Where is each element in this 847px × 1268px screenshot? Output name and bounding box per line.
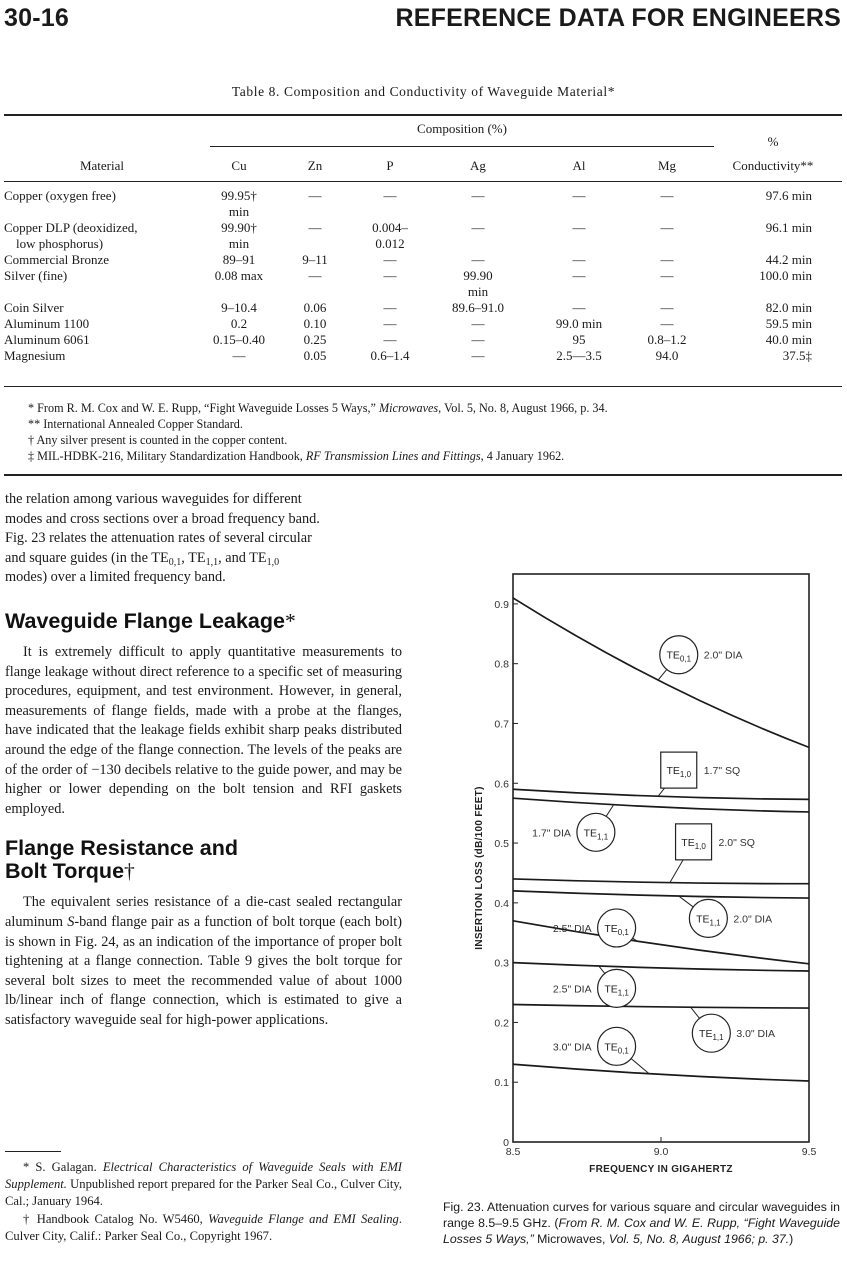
cell-material: Copper DLP (deoxidized, low phosphorus)	[4, 220, 138, 251]
cell-conductivity: 44.2 min	[765, 252, 812, 267]
table-footnotes	[28, 400, 842, 464]
cell-zn: 0.25	[303, 332, 327, 347]
x-tick-label: 9.0	[653, 1146, 669, 1158]
intro-line: and square guides (in the $TE_{0,1}$, $TE_{1,1}$, and $TE_{1,0}$	[5, 549, 280, 568]
table-row	[4, 348, 842, 364]
y-tick-label: 0.3	[494, 957, 509, 970]
cell-ag: —	[471, 332, 485, 347]
cell-mg: —	[660, 252, 674, 267]
cell-material: Magnesium	[4, 348, 66, 363]
cell-mg: 0.8–1.2	[647, 332, 687, 347]
y-tick-label: 0.5	[494, 838, 509, 851]
table-footnote: ‡ MIL-HDBK-216, Military Standardization Handbook, RF Transmission Lines and Fittings, 4 January 1962.	[28, 449, 565, 463]
cell-al: —	[572, 252, 586, 267]
cell-mg: —	[660, 268, 674, 283]
series-line	[513, 879, 809, 884]
curve-label	[658, 636, 742, 680]
curve-label	[691, 1007, 775, 1052]
col-al: Al	[572, 158, 586, 173]
mode-label: $TE_{0,1}$	[666, 649, 692, 664]
table-header-row	[4, 134, 842, 150]
cell-material: Aluminum 6061	[4, 332, 90, 347]
mode-label: $TE_{0,1}$	[604, 922, 629, 937]
mode-label: $TE_{1,1}$	[696, 913, 721, 928]
cell-cu: 0.15–0.40	[213, 332, 265, 347]
series-line	[513, 1064, 809, 1081]
curve-label	[679, 896, 772, 937]
y-tick-label: 0.4	[494, 897, 509, 910]
cell-zn: 9–11	[302, 252, 328, 267]
size-label: 2.0" DIA	[733, 913, 773, 926]
cell-cu: 0.2	[230, 316, 248, 331]
mode-label: $TE_{1,1}$	[699, 1028, 724, 1043]
cell-material: Aluminum 1100	[4, 316, 90, 331]
cell-zn: —	[308, 220, 322, 235]
curve-label	[553, 909, 637, 947]
leader-line	[691, 1007, 700, 1018]
figure-caption: Fig. 23. Attenuation curves for various square and circular waveguides in range 8.5–9.5 GHz. (From R. M. Cox and W. E. Rupp, “Fight Waveguide Losses 5 Ways,” Microwaves, Vol. 5, No. 8, August 1966; p. 37.)	[443, 1200, 840, 1246]
cell-cu: 9–10.4	[221, 300, 257, 315]
size-label: 2.5" DIA	[552, 922, 592, 935]
table-header-row	[4, 150, 842, 174]
cell-ag: 89.6–91.0	[452, 300, 504, 315]
curve-label	[658, 752, 740, 796]
size-label: 3.0" DIA	[552, 1041, 592, 1054]
series-line	[513, 598, 809, 747]
cell-al: 95	[572, 332, 586, 347]
size-label: 1.7" SQ	[703, 765, 741, 778]
cell-p: —	[383, 188, 397, 203]
cell-zn: 0.06	[303, 300, 327, 315]
col-material: Material	[79, 158, 125, 173]
curve-label	[553, 966, 636, 1007]
series-line	[513, 789, 809, 799]
size-label: 2.5" DIA	[552, 983, 592, 996]
size-label: 2.0" SQ	[718, 836, 755, 849]
cell-mg: —	[660, 188, 674, 203]
table-top-rule	[4, 114, 842, 116]
cell-al: —	[572, 268, 586, 283]
table-row	[4, 188, 842, 220]
table-footnote: † Any silver present is counted in the copper content.	[28, 433, 288, 447]
y-tick-label: 0.2	[494, 1017, 509, 1030]
cell-zn: —	[308, 188, 322, 203]
composition-table-body	[4, 188, 842, 364]
mode-label: $TE_{1,1}$	[583, 827, 609, 842]
page-footnotes	[5, 1159, 402, 1245]
running-head: REFERENCE DATA FOR ENGINEERS	[395, 4, 841, 32]
mode-label: $TE_{1,0}$	[681, 836, 706, 851]
cell-p: —	[383, 268, 397, 283]
series-line	[513, 891, 809, 898]
cell-cu: 99.95† min	[221, 188, 257, 219]
intro-line: modes and cross sections over a broad frequency band.	[5, 510, 320, 527]
y-tick-label: 0.1	[494, 1077, 509, 1090]
table-caption: Table 8. Composition and Conductivity of Waveguide Material*	[231, 84, 616, 99]
section-heading-flange-leakage: Waveguide Flange Leakage*	[5, 608, 296, 633]
curve-label	[553, 1027, 649, 1073]
x-axis-label: FREQUENCY IN GIGAHERTZ	[589, 1164, 733, 1175]
leader-line	[670, 858, 684, 882]
cell-p: 0.6–1.4	[370, 348, 410, 363]
y-tick-label: 0.7	[494, 718, 509, 731]
cell-conductivity: 40.0 min	[765, 332, 812, 347]
cell-zn: —	[308, 268, 322, 283]
left-column	[5, 490, 402, 1030]
curve-label	[670, 824, 755, 883]
series-line	[513, 798, 809, 812]
cell-ag: —	[471, 316, 485, 331]
y-tick-label: 0	[503, 1137, 509, 1149]
cell-material: Copper (oxygen free)	[4, 188, 116, 203]
table-footnote: * From R. M. Cox and W. E. Rupp, “Fight Waveguide Losses 5 Ways,” Microwaves, Vol. 5, No. 8, August 1966, p. 34.	[28, 401, 608, 415]
cell-cu: 0.08 max	[214, 268, 264, 283]
x-tick-label: 9.5	[801, 1146, 817, 1158]
cell-conductivity: 96.1 min	[765, 220, 812, 235]
intro-line: the relation among various waveguides for different	[5, 491, 302, 507]
section-heading-flange-resistance: Flange Resistance and Bolt Torque†	[5, 836, 238, 884]
size-label: 2.0" DIA	[703, 649, 743, 662]
cell-zn: 0.10	[303, 316, 327, 331]
cell-conductivity: 82.0 min	[765, 300, 812, 315]
cell-ag: —	[471, 348, 485, 363]
cell-material: Commercial Bronze	[4, 252, 110, 267]
cell-al: 99.0 min	[555, 316, 603, 331]
leader-line	[631, 1059, 649, 1074]
y-tick-label: 0.6	[494, 778, 509, 791]
leader-line	[599, 966, 605, 973]
cell-al: —	[572, 220, 586, 235]
footnote: * S. Galagan. Electrical Characteristics of Waveguide Seals with EMI Supplement. Unpublished report prepared for the Parker Seal Co., Culver City, Cal.; January 1964.	[5, 1160, 403, 1209]
col-cu: Cu	[231, 158, 247, 173]
cell-cu: 99.90† min	[221, 220, 257, 251]
attenuation-chart	[440, 560, 845, 1180]
cell-material: Silver (fine)	[4, 268, 68, 283]
table-row	[4, 332, 842, 348]
cell-ag: —	[471, 188, 485, 203]
footnote: † Handbook Catalog No. W5460, Waveguide Flange and EMI Sealing. Culver City, Calif.: Parker Seal Co., Copyright 1967.	[5, 1211, 402, 1243]
cell-zn: 0.05	[303, 348, 327, 363]
col-mg: Mg	[657, 158, 677, 173]
cell-al: —	[572, 300, 586, 315]
cell-p: —	[383, 252, 397, 267]
size-label: 1.7" DIA	[532, 827, 571, 840]
table-bottom-rule	[4, 474, 842, 476]
cell-mg: —	[660, 220, 674, 235]
curve-label	[532, 805, 615, 852]
col-percent: %	[767, 134, 779, 149]
cell-conductivity: 97.6 min	[765, 188, 812, 203]
cell-p: 0.004– 0.012	[372, 220, 408, 251]
table-header-rule	[4, 181, 842, 182]
x-tick-label: 8.5	[505, 1146, 521, 1158]
cell-conductivity: 100.0 min	[759, 268, 812, 283]
col-p: P	[386, 158, 394, 173]
table-row	[4, 268, 842, 300]
y-axis-label: INSERTION LOSS (dB/100 FEET)	[474, 786, 485, 950]
cell-material: Coin Silver	[4, 300, 64, 315]
cell-p: —	[383, 332, 397, 347]
cell-cu: 89–91	[222, 252, 256, 267]
cell-ag: 99.90 min	[463, 268, 493, 299]
cell-al: 2.5—3.5	[556, 348, 602, 363]
series-line	[513, 963, 809, 971]
table-row	[4, 252, 842, 268]
y-tick-label: 0.9	[494, 598, 509, 611]
size-label: 3.0" DIA	[736, 1028, 776, 1041]
mode-label: $TE_{1,1}$	[604, 983, 629, 998]
series-line	[513, 1004, 809, 1008]
composition-table	[4, 134, 842, 174]
table-row	[4, 316, 842, 332]
footnote-rule	[5, 1151, 61, 1152]
cell-al: —	[572, 188, 586, 203]
cell-p: —	[383, 300, 397, 315]
page-number: 30-16	[4, 4, 69, 32]
mode-label: $TE_{0,1}$	[604, 1041, 629, 1056]
paragraph-flange-leakage: It is extremely difficult to apply quantitative measurements to flange leakage without direct reference to a specific set of measuring procedures, equipment, and test environment. However, in general, measurements of flange fields, made with a probe at the flanges, have indicated that the leakage fields exhibit sharp peaks distributed around the edge of the flange connection. The levels of the peaks are of the order of −130 decibels relative to the guide power, and may be higher or lower depending on the bolt tension and RFI gaskets employed.	[5, 643, 402, 817]
col-zn: Zn	[307, 158, 323, 173]
cell-conductivity: 37.5‡	[782, 348, 812, 363]
leader-line	[658, 669, 667, 680]
cell-p: —	[383, 316, 397, 331]
cell-cu: —	[232, 348, 246, 363]
table-footnote: ** International Annealed Copper Standard.	[28, 417, 243, 431]
group-header: Composition (%)	[417, 121, 507, 136]
col-conductivity: Conductivity**	[732, 158, 814, 173]
mode-label: $TE_{1,0}$	[666, 765, 692, 780]
table-row	[4, 300, 842, 316]
cell-mg: —	[660, 300, 674, 315]
cell-ag: —	[471, 252, 485, 267]
cell-mg: —	[660, 316, 674, 331]
y-tick-label: 0.8	[494, 658, 509, 671]
leader-line	[679, 896, 693, 907]
table-row	[4, 220, 842, 252]
cell-mg: 94.0	[655, 348, 679, 363]
cell-ag: —	[471, 220, 485, 235]
leader-line	[606, 805, 613, 817]
col-ag: Ag	[470, 158, 486, 173]
intro-line: Fig. 23 relates the attenuation rates of several circular	[5, 530, 312, 547]
intro-line: modes) over a limited frequency band.	[5, 569, 226, 586]
table-body-rule	[4, 386, 842, 387]
paragraph-bolt-torque: The equivalent series resistance of a die-cast sealed rectangular aluminum S-band flange pair as a function of bolt torque (each bolt) is shown in Fig. 24, as an indication of the importance of proper bolt tightening at a flange connection. Table 9 gives the bolt torque for several bolt sizes to meet the recommended value of about 1000 lb/linear inch of flange connection, which is estimated to give a satisfactory waveguide seal for high-power applications.	[5, 894, 402, 1028]
cell-conductivity: 59.5 min	[765, 316, 812, 331]
